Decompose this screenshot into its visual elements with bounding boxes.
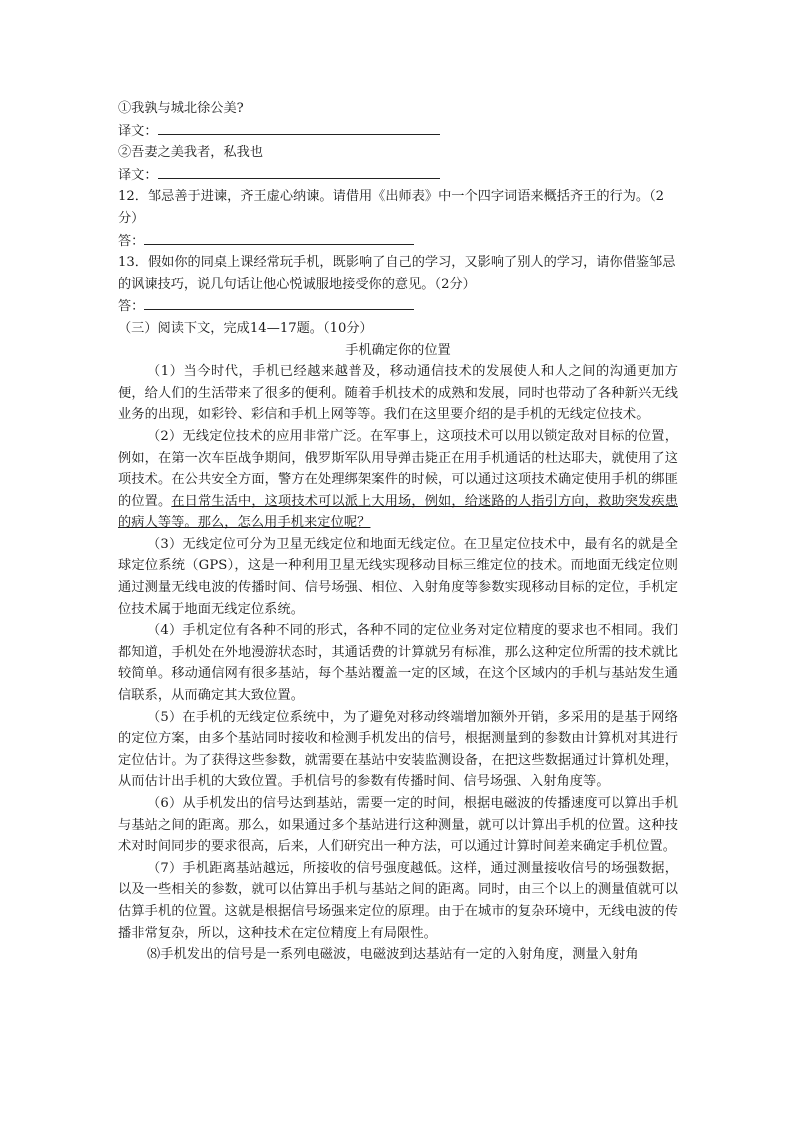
q12-answer-line (118, 230, 678, 253)
q11-item1: ①我孰与城北徐公美? (118, 101, 244, 116)
paragraph-3: （3）无线定位可分为卫星无线定位和地面无线定位。在卫星定位技术中，最有名的就是全球定位系统（GPS），这是一种利用卫星无线实现移动目标三维定位的技术。而地面无线定位则通过测量无线电波的传播时间、信号场强、相位、入射角度等参数实现移动目标的定位，手机定位技术属于地面无线定位系统。 (118, 536, 678, 617)
answer-label: 答： (118, 233, 145, 249)
answer-blank[interactable] (158, 120, 440, 135)
answer-blank[interactable] (144, 230, 414, 245)
paragraph-7: （7）手机距离基站越远，所接收的信号强度越低。这样，通过测量接收信号的场强数据，以及一些相关的参数，就可以估算出手机与基站之间的距离。同时，由三个以上的测量值就可以估算手机的位置。这就是根据信号场强来定位的原理。由于在城市的复杂环境中，无线电波的传播非常复杂，所以，这种技术在定位精度上有局限性。 (118, 860, 678, 941)
paragraph-6: （6）从手机发出的信号达到基站，需要一定的时间，根据电磁波的传播速度可以算出手机与基站之间的距离。那么，如果通过多个基站进行这种测量，就可以计算出手机的位置。这种技术对时间同步的要求很高，后来，人们研究出一种方法，可以通过计算时间差来确定手机位置。 (118, 796, 678, 855)
paragraph-8: ⑻手机发出的信号是一系列电磁波，电磁波到达基站有一定的入射角度，测量入射角 (147, 947, 639, 963)
paragraph-5: （5）在手机的无线定位系统中，为了避免对移动终端增加额外开销，多采用的是基于网络的定位方案，由多个基站同时接收和检测手机发出的信号，根据测量到的参数由计算机对其进行定位估计。为了获得这些参数，就需要在基站中安装监测设备，在把这些数据通过计算机处理，从而估计出手机的大致位置。手机信号的参数有传播时间、信号场强、入射角度等。 (118, 709, 678, 790)
exam-page (118, 98, 678, 966)
translation-label: 译文： (118, 167, 158, 183)
paragraph-4: （4）手机定位有各种不同的形式，各种不同的定位业务对定位精度的要求也不相同。我们都知道，手机处在外地漫游状态时，其通话费的计算就另有标准，那么这种定位所需的技术就比较简单。移动通信网有很多基站，每个基站覆盖一定的区域，在这个区域内的手机与基站发生通信联系，从而确定其大致位置。 (118, 623, 678, 704)
section-heading: （三）阅读下文，完成14—17题。（10分） (118, 320, 373, 336)
paragraph-1: （1）当今时代，手机已经越来越普及，移动通信技术的发展使人和人之间的沟通更加方便，给人们的生活带来了很多的便利。随着手机技术的成熟和发展，同时也带动了各种新兴无线业务的出现，如彩铃、彩信和手机上网等等。我们在这里要介绍的是手机的无线定位技术。 (118, 364, 678, 423)
q11-translation-line-2 (118, 164, 678, 187)
question-13: 13．假如你的同桌上课经常玩手机，既影响了自己的学习，又影响了别人的学习，请你借鉴邹忌的讽谏技巧，说几句话让他心悦诚服地接受你的意见。（2分） (118, 255, 676, 292)
q13-answer-line (118, 295, 678, 318)
paragraph-2-text: （2）无线定位技术的应用非常广泛。在军事上，这项技术可以用以锁定敌对目标的位置，例如，在第一次车臣战争期间，俄罗斯军队用导弹击毙正在用手机通话的杜达耶夫，就使用了这项技术。在公共安全方面，警方在处理绑架案件的时候，可以通过这项技术确定使用手机的绑匪的位置。 (118, 428, 678, 509)
question-12: 12．邹忌善于进谏，齐王虚心纳谏。请借用《出师表》中一个四字词语来概括齐王的行为。（2分） (118, 189, 665, 226)
paragraph-2-underlined: 在日常生活中，这项技术可以派上大用场，例如，给迷路的人指引方向，救助突发疾患的病人等等。那么，怎么用手机来定位呢？ (118, 493, 678, 531)
paragraph-2 (118, 426, 678, 534)
answer-blank[interactable] (144, 295, 414, 310)
q11-translation-line-1 (118, 120, 678, 143)
answer-label: 答： (118, 299, 145, 315)
answer-blank[interactable] (158, 164, 440, 179)
q11-item2: ②吾妻之美我者，私我也 (118, 145, 264, 161)
translation-label: 译文： (118, 123, 158, 139)
article-title: 手机确定你的位置 (345, 342, 451, 358)
